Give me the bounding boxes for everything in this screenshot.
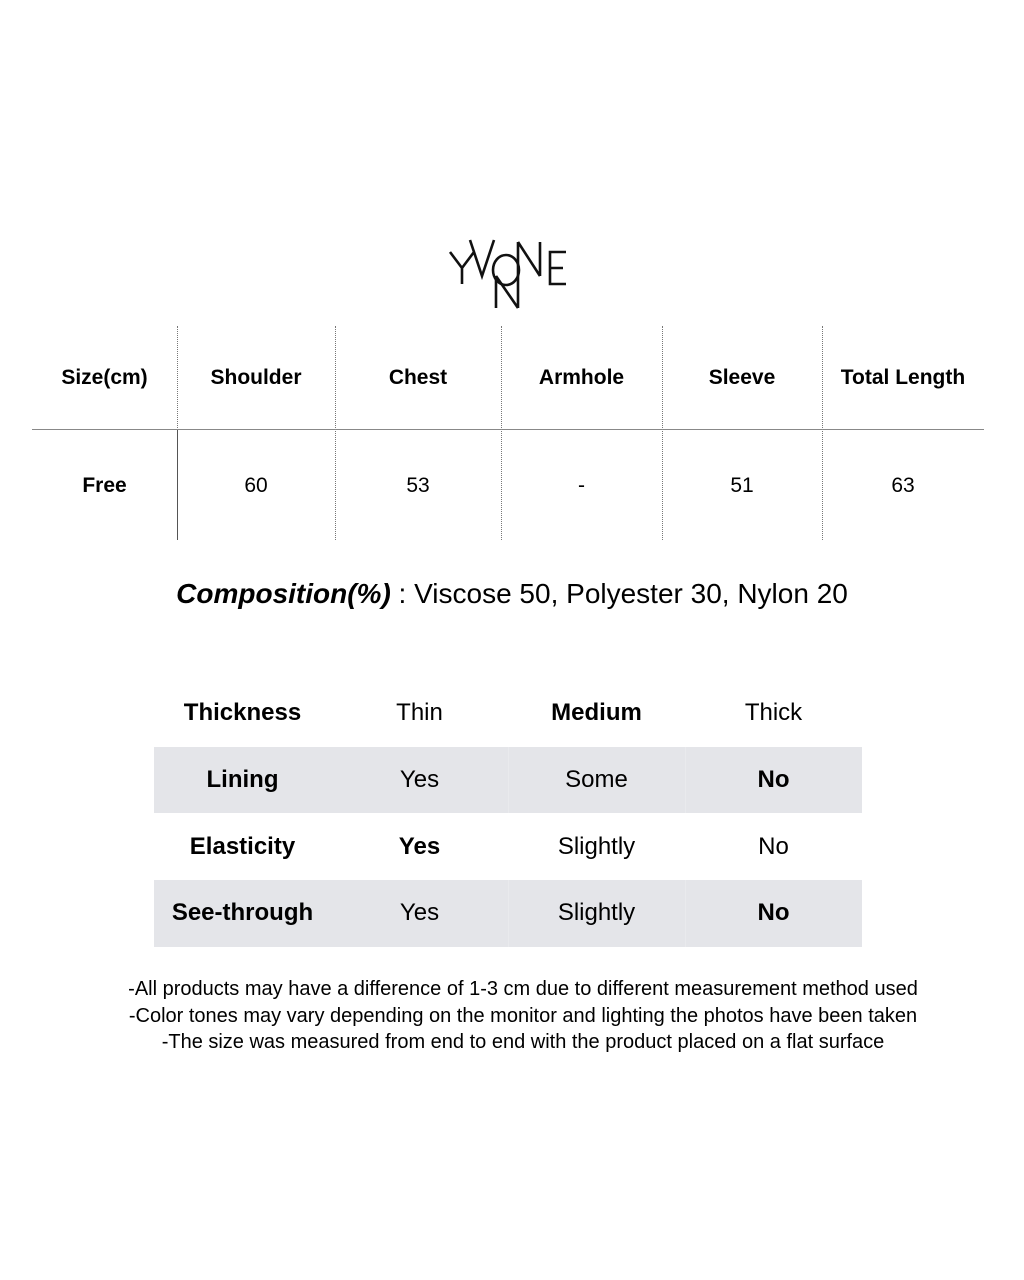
- composition-line: [0, 578, 1024, 610]
- attribute-option: Yes: [399, 899, 440, 927]
- attribute-label: Elasticity: [189, 832, 296, 860]
- header-shoulder: Shoulder: [210, 366, 302, 389]
- attribute-option: Thick: [744, 699, 803, 727]
- composition-label: Composition(%): [176, 578, 391, 609]
- attribute-option: Thin: [396, 699, 443, 727]
- attribute-option-selected: Yes: [398, 832, 441, 860]
- attribute-option: Slightly: [508, 880, 685, 947]
- chest-value: 53: [406, 474, 430, 497]
- attribute-label: See-through: [171, 899, 314, 927]
- attribute-label: Thickness: [183, 699, 302, 727]
- sleeve-value: 51: [730, 474, 754, 497]
- attribute-table: [154, 680, 862, 947]
- attribute-option-selected: No: [685, 880, 862, 947]
- notes: [0, 976, 1024, 1056]
- note-line: -Color tones may vary depending on the monitor and lighting the photos have been taken: [128, 1004, 918, 1027]
- attribute-option-selected: No: [685, 747, 862, 814]
- attribute-label: Lining: [206, 766, 279, 794]
- armhole-value: -: [578, 474, 585, 497]
- attribute-row-thickness: [154, 680, 862, 747]
- attribute-row-elasticity: [154, 813, 862, 880]
- composition-value: : Viscose 50, Polyester 30, Nylon 20: [390, 578, 848, 609]
- attribute-row-see-through: [154, 880, 862, 947]
- header-sleeve: Sleeve: [708, 366, 776, 389]
- attribute-option: Slightly: [557, 832, 636, 860]
- header-size: Size(cm): [61, 366, 148, 389]
- header-divider: [32, 429, 984, 430]
- attribute-row-lining: [154, 747, 862, 814]
- attribute-option: Some: [508, 747, 685, 814]
- attribute-option: Yes: [399, 766, 440, 794]
- note-line: -All products may have a difference of 1-3 cm due to different measurement method used: [128, 978, 918, 1000]
- total-length-value: 63: [891, 474, 915, 497]
- attribute-option-selected: Medium: [551, 699, 642, 727]
- header-chest: Chest: [388, 366, 448, 389]
- attribute-option: No: [758, 832, 789, 860]
- note-line: -The size was measured from end to end with the product placed on a flat surface: [161, 1031, 885, 1053]
- brand-logo: [448, 236, 572, 312]
- header-total-length: Total Length: [840, 366, 966, 389]
- shoulder-value: 60: [244, 474, 268, 497]
- header-armhole: Armhole: [538, 366, 625, 389]
- size-value: Free: [82, 474, 127, 497]
- size-table: [32, 326, 984, 540]
